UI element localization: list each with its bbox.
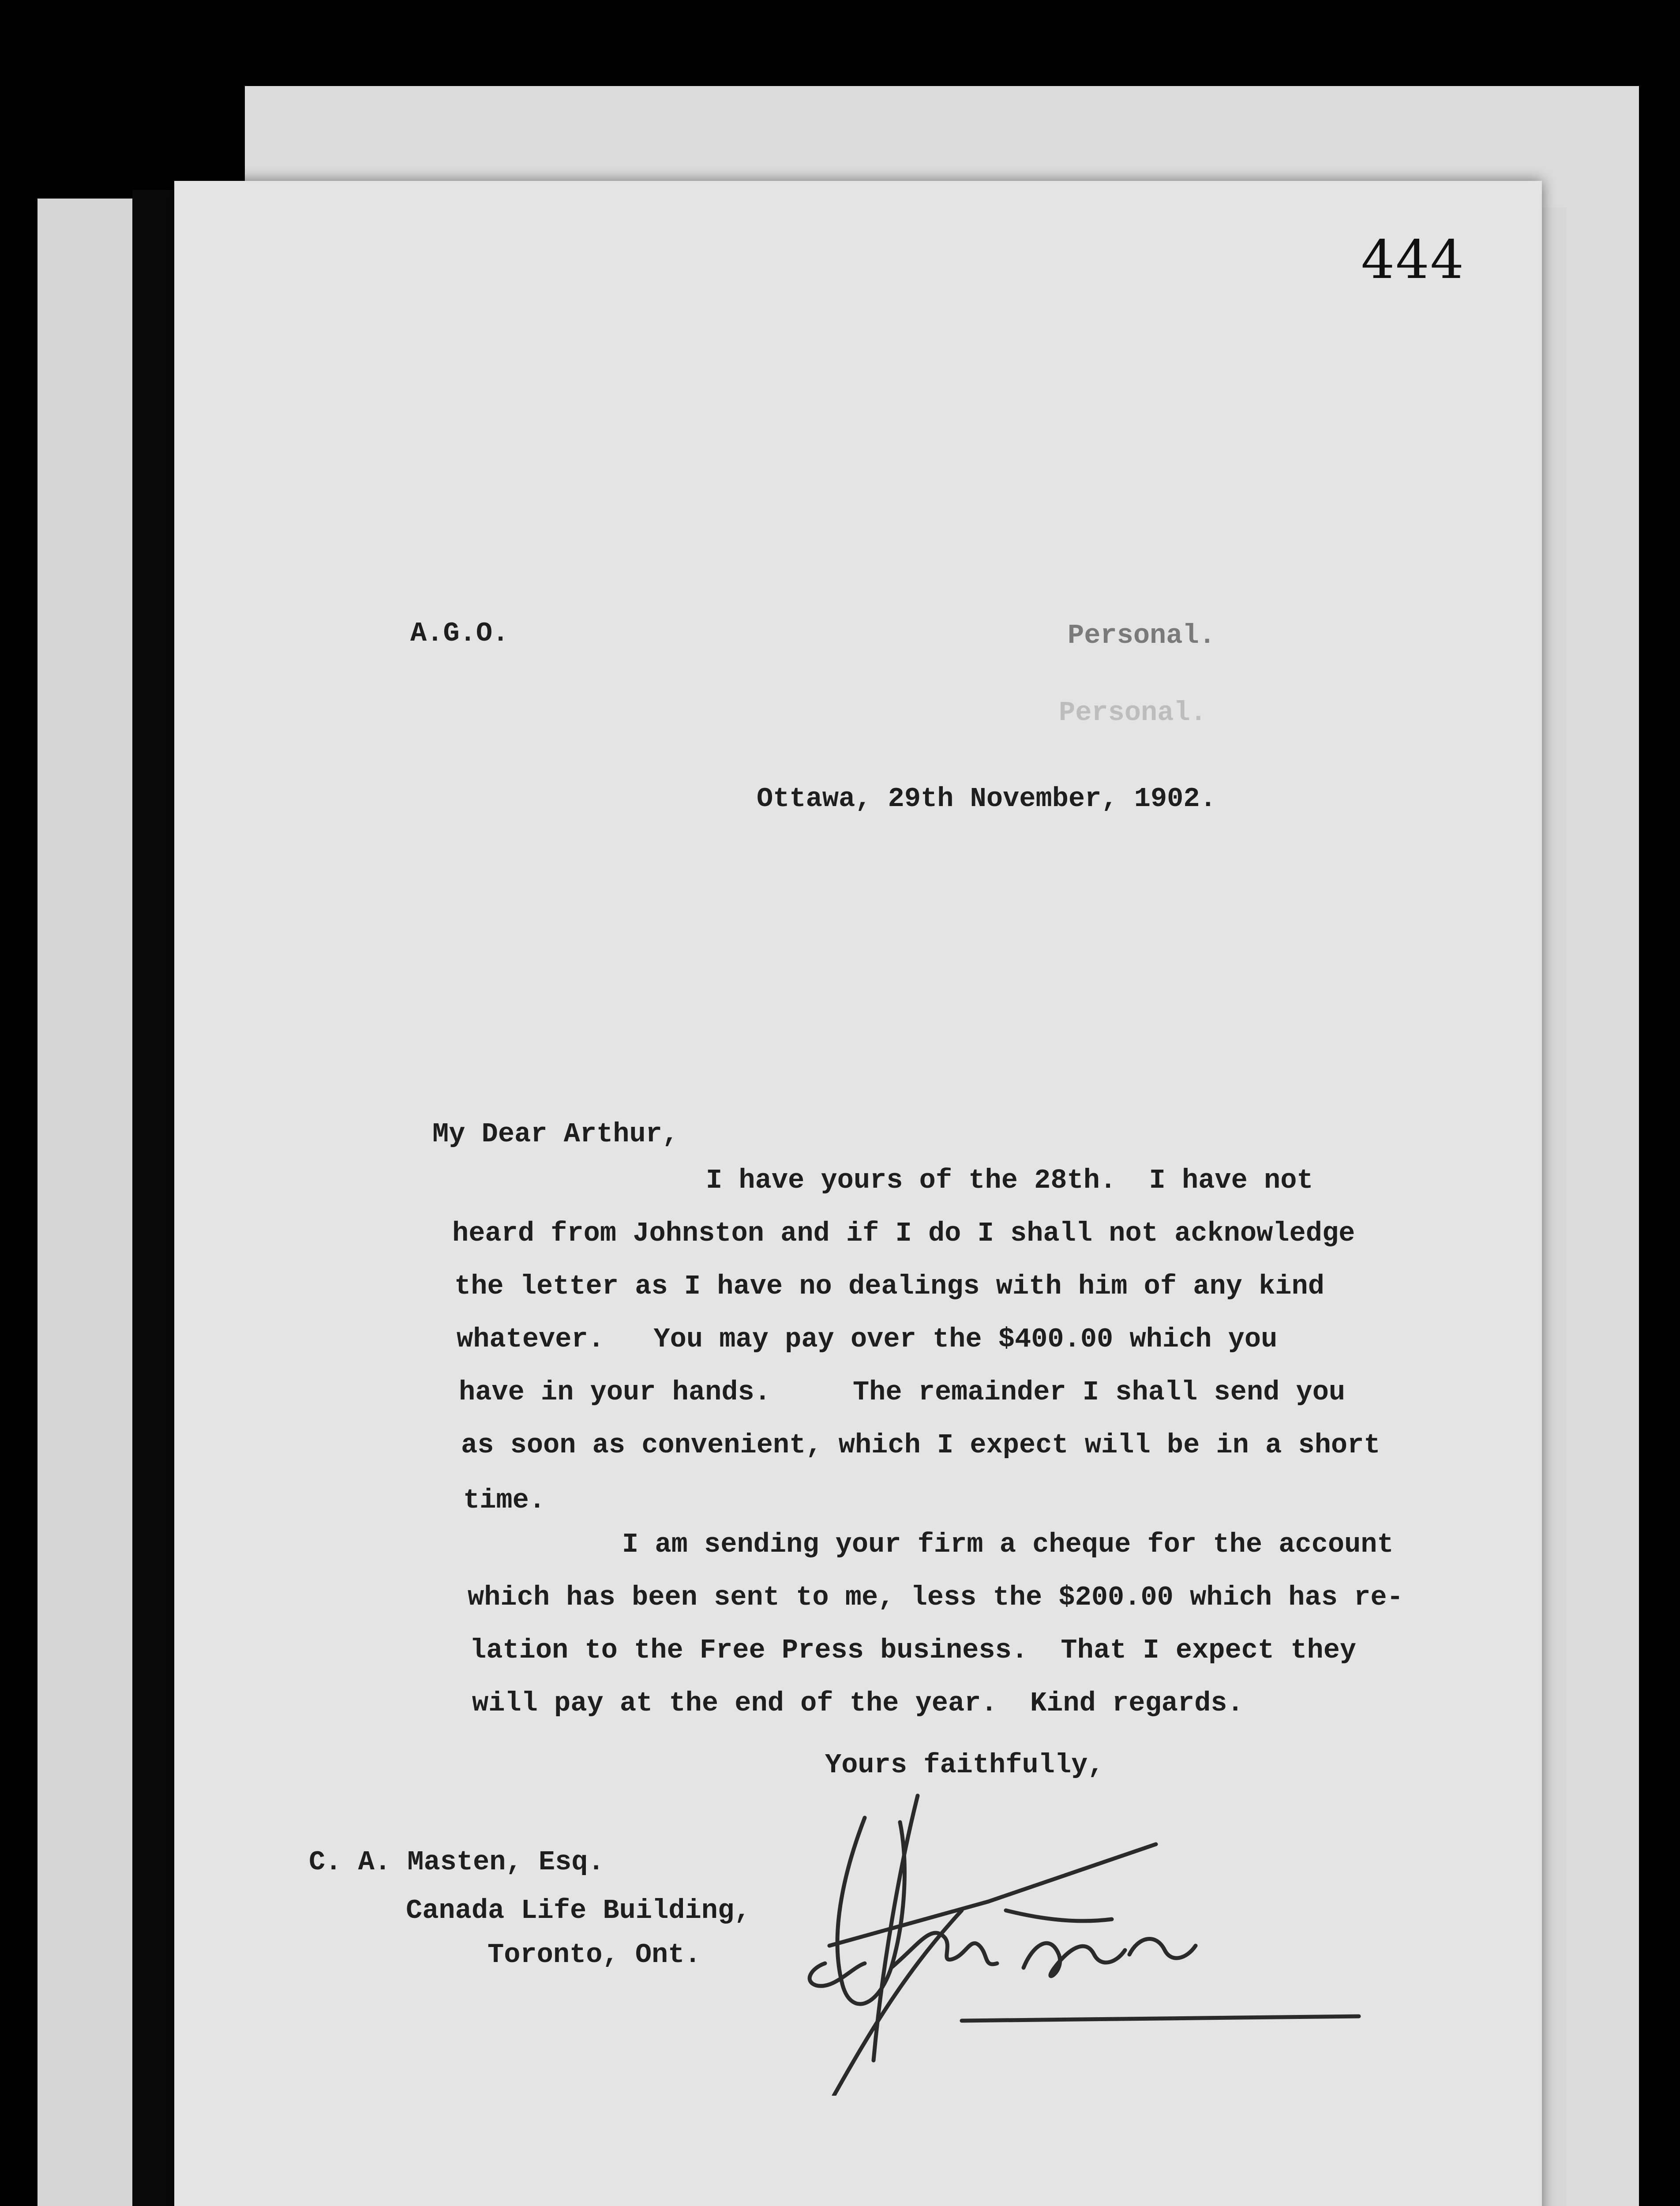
body-line: the letter as I have no dealings with him of any kind — [454, 1271, 1324, 1302]
body-line: heard from Johnston and if I do I shall not acknowledge — [452, 1218, 1355, 1249]
addressee-name: C. A. Masten, Esq. — [309, 1846, 604, 1878]
addressee-city: Toronto, Ont. — [488, 1939, 701, 1970]
body-line: which has been sent to me, less the $200.00 which has re- — [468, 1582, 1403, 1613]
addressee-building: Canada Life Building, — [406, 1895, 751, 1926]
body-line: whatever. You may pay over the $400.00 which you — [457, 1324, 1278, 1355]
date-line: Ottawa, 29th November, 1902. — [757, 783, 1216, 814]
header-initials: A.G.O. — [410, 618, 509, 649]
binding-shadow — [132, 190, 174, 2206]
left-paper-strip — [38, 199, 143, 2206]
body-line: have in your hands. The remainder I shall send you — [459, 1377, 1346, 1408]
header-personal-marking: Personal. — [1068, 620, 1215, 651]
body-line: lation to the Free Press business. That I expect they — [470, 1635, 1357, 1666]
page-number: 444 — [1361, 229, 1465, 291]
handwritten-signature — [776, 1778, 1394, 2096]
body-line: will pay at the end of the year. Kind regards. — [472, 1688, 1244, 1719]
body-line: time. — [463, 1485, 546, 1516]
body-line: I have yours of the 28th. I have not — [706, 1165, 1313, 1196]
header-personal-marking-faint: Personal. — [1059, 697, 1207, 728]
body-line: as soon as convenient, which I expect will be in a short — [461, 1429, 1380, 1461]
closing: Yours faithfully, — [825, 1749, 1104, 1781]
salutation: My Dear Arthur, — [432, 1118, 679, 1150]
body-line: I am sending your firm a cheque for the account — [622, 1529, 1394, 1560]
